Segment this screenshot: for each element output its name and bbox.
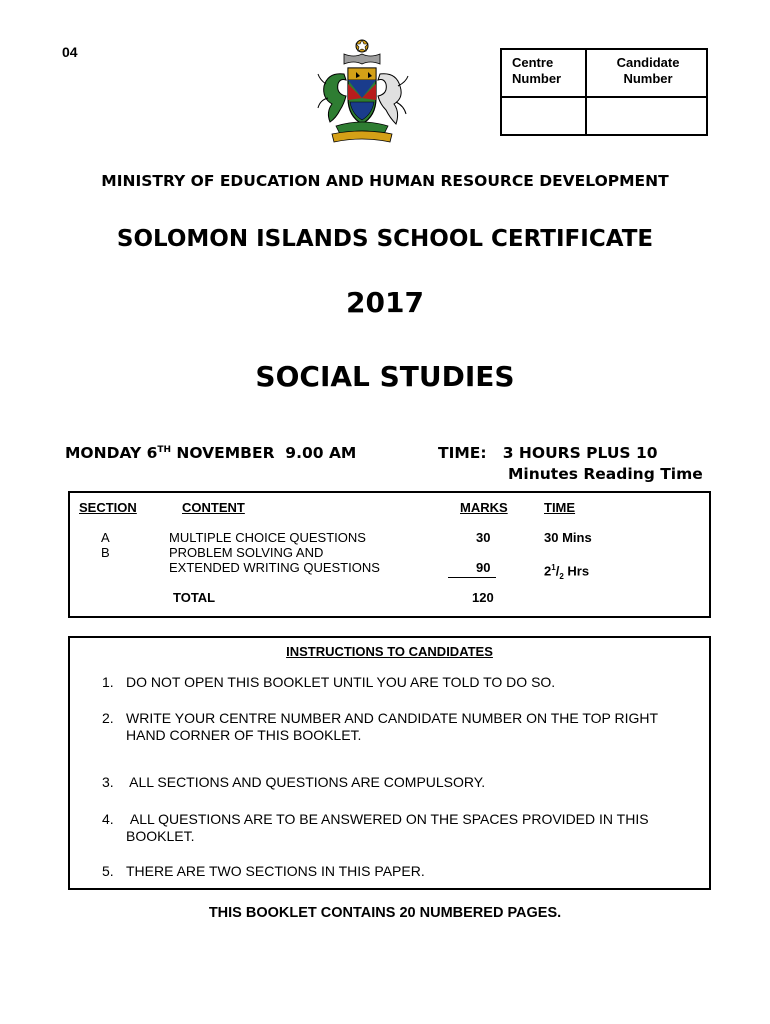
marks-total-rule: [448, 577, 496, 578]
header-marks: MARKS: [460, 500, 508, 515]
ministry-title: MINISTRY OF EDUCATION AND HUMAN RESOURCE DEVELOPMENT: [101, 172, 669, 190]
page-count-note: THIS BOOKLET CONTAINS 20 NUMBERED PAGES.: [208, 905, 562, 921]
row-b-time: $2^1/_2$ Hrs: [544, 563, 590, 581]
row-a-section: A: [101, 530, 110, 545]
centre-candidate-number-box: [500, 48, 708, 136]
subject-title: SOCIAL STUDIES: [255, 360, 515, 393]
header-section: SECTION: [79, 500, 137, 515]
exam-time: TIME: 3 HOURS PLUS 10: [438, 444, 658, 462]
instructions-heading: INSTRUCTIONS TO CANDIDATES: [286, 644, 493, 659]
page-code: 04: [62, 44, 78, 60]
coat-of-arms-emblem: [314, 38, 410, 146]
exam-date: MONDAY 6TH NOVEMBER 9.00 AM: [65, 444, 357, 462]
exam-year: 2017: [346, 286, 424, 319]
row-b-section: B: [101, 545, 110, 560]
instruction-item: 3. ALL SECTIONS AND QUESTIONS ARE COMPULSORY.: [102, 774, 486, 790]
instruction-item: 4. ALL QUESTIONS ARE TO BE ANSWERED ON THE SPACES PROVIDED IN THIS BOOKLET.: [102, 811, 653, 844]
row-b-content-line1: PROBLEM SOLVING AND: [169, 545, 324, 560]
certificate-title: SOLOMON ISLANDS SCHOOL CERTIFICATE: [116, 226, 654, 252]
reading-time: Minutes Reading Time: [508, 465, 703, 483]
instructions-box: [68, 636, 711, 890]
row-b-marks: 90: [476, 560, 491, 575]
candidate-number-field[interactable]: [587, 98, 706, 134]
row-a-content: MULTIPLE CHOICE QUESTIONS: [169, 530, 366, 545]
header-time: TIME: [544, 500, 576, 515]
row-a-marks: 30: [476, 530, 491, 545]
centre-number-label: Centre Number: [512, 55, 562, 86]
centre-number-field[interactable]: [502, 98, 583, 134]
header-content: CONTENT: [182, 500, 245, 515]
candidate-number-label: Candidate Number: [616, 55, 680, 86]
instruction-item: 1. DO NOT OPEN THIS BOOKLET UNTIL YOU ARE TOLD TO DO SO.: [102, 674, 556, 690]
row-a-time: 30 Mins: [544, 530, 592, 545]
instruction-item: 5. THERE ARE TWO SECTIONS IN THIS PAPER.: [102, 863, 425, 879]
sections-table: [68, 491, 711, 618]
instruction-item: 2. WRITE YOUR CENTRE NUMBER AND CANDIDATE NUMBER ON THE TOP RIGHT HAND CORNER OF THIS BOOKLET.: [102, 710, 658, 743]
total-marks: 120: [472, 590, 494, 605]
total-label: TOTAL: [173, 590, 216, 605]
row-b-content-line2: EXTENDED WRITING QUESTIONS: [169, 560, 380, 575]
